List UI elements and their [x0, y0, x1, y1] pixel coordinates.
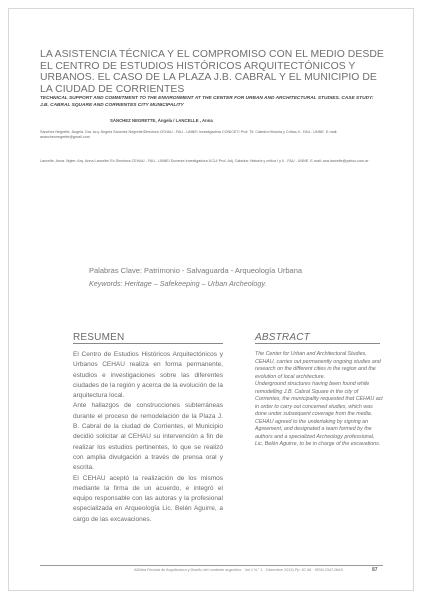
abstract-paragraph: Underground structures having been found while remodelling J.B. Cabral Square in the city of Corrientes, the municipality requested that CEHAU act in order to carry out concerned studies, which was done under subsequent coverage from the media. CEHAU agreed to the undertaking by signing an Agreement, and designated a team formed by the authors and a specialized Archeology professional, Lic. Belén Aguirre, to be in charge of the excavations. [255, 381, 383, 447]
journal-footer: ADNea Revista de Arquitectura y Diseño del nordeste argentino · Vol 1 N.° 1 · Diciembre 2013) Pp. 87-96 · ISSN 2347-064X [134, 568, 344, 572]
resumen-body [73, 350, 223, 525]
resumen-divider [73, 343, 223, 344]
abstract-divider [255, 343, 380, 344]
resumen-paragraph: El CEHAU aceptó la realización de los mismos mediante la firma de un acuerdo, e integró el equipo responsable con las autoras y la profesional especializada en Arqueología Lic. Belén Aguirre, a cargo de las excavaciones. [73, 474, 223, 523]
author-list: SÁNCHEZ NEGRETTE, Ángela / LANCELLE , Anna [110, 118, 213, 123]
keywords-es: Palabras Clave: Patrimonio - Salvaguarda - Arqueología Urbana [89, 266, 303, 275]
keywords-en: Keywords: Heritage – Safekeeping – Urban Archeology. [89, 279, 267, 288]
footer-divider [40, 565, 383, 566]
article-title-es: LA ASISTENCIA TÉCNICA Y EL COMPROMISO CON EL MEDIO DESDE EL CENTRO DE ESTUDIOS HISTÓRICOS ARQUITECTÓNICOS Y URBANOS. EL CASO DE LA PLAZA J.B. CABRAL Y EL MUNICIPIO DE LA CIUDAD DE CORRIENTES [40, 49, 384, 95]
page-number: 87 [372, 567, 378, 573]
resumen-paragraph: Ante hallazgos de construcciones subterráneas durante el proceso de remodelación de la Plaza J. B. Cabral de la ciudad de Corrientes, el Municipio decidió solicitar al CEHAU su intervención a fin de realizar los estudios pertinentes, lo que se realizó con amplia divulgación a través de prensa oral y escrita. [73, 402, 223, 472]
abstract-paragraph: The Center for Urban and Architectural Studies, CEHAU, carries out permanently ongoing studies and research on the different cities in the region and the evolution of local architecture. [255, 351, 381, 380]
resumen-paragraph: El Centro de Estudios Históricos Arquitectónicos y Urbanos CEHAU realiza en forma permanente, estudios e investigaciones sobre las diferentes ciudades de la región y acerca de la evolución de la arquitectura local. [73, 351, 223, 400]
article-title-en: TECHNICAL SUPPORT AND COMMITMENT TO THE ENVIRONMENT AT THE CENTER FOR URBAN AND ARCHITECTURAL STUDIES. CASE STUDY: J.B. CABRAL SQUARE AND CORRIENTES CITY MUNICIPALITY [40, 96, 374, 108]
affiliation-1: Sánchez Negrette, Ángela. Dra. Arq. Ángela Sánchez Negrette/Directora CEHAU - FAU - UNNE/ Investigadora CONICET/ Prof. Tit. Cátedra Historia y Crítica II - FAU - UNNE. E-mail: asanchesnegrette@gmail.com [40, 130, 338, 140]
affiliation-2: Lancelle, Anna. Mgter. Arq. Anna Lancelle/ Ex Directora CEHAU - FAU - UNNE/ Docente Investigadora UCU/ Prof. Adj. Cátedra: Historia y crítica I y II - FAU - UNNE. E-mail: ana.lancelle@yahoo.com.ar [40, 159, 369, 163]
resumen-heading: RESUMEN [73, 332, 125, 343]
abstract-heading: ABSTRACT [255, 332, 310, 343]
abstract-body [255, 351, 383, 449]
